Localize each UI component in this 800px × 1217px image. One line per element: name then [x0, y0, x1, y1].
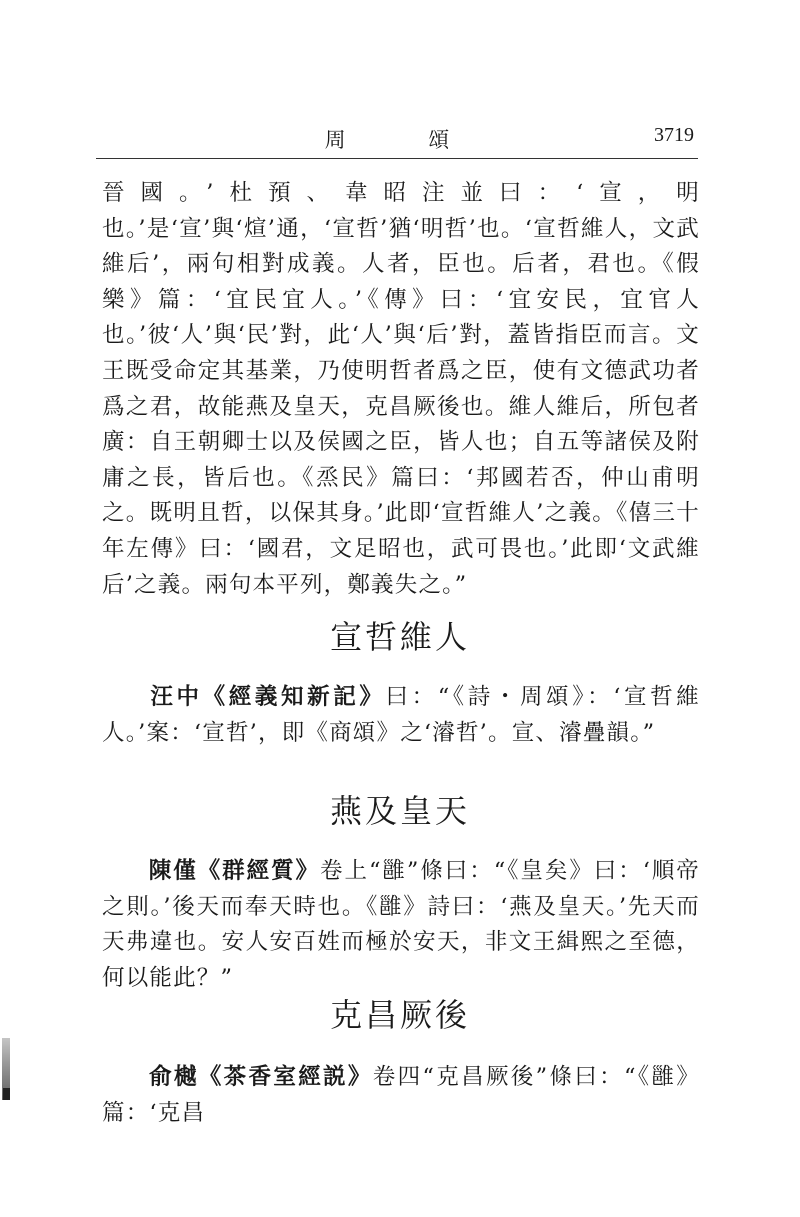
- page-number: 3719: [654, 124, 694, 146]
- paragraph-continuation: 晉國。’杜預、韋昭注並曰：‘宣，明也。’是‘宣’與‘煊’通，‘宣哲’猶‘明哲’也。‘宣哲維人，文武維后’，兩句相對成義。人者，臣也。后者，君也。《假樂》篇：‘宜民宜人。’《傳》曰：‘宜安民，宜官人也。’彼‘人’與‘民’對，此‘人’與‘后’對，蓋皆指臣而言。文王既受命定其基業，乃使明哲者爲之臣，使有文德武功者爲之君，故能燕及皇天，克昌厥後也。維人維后，所包者廣：自王朝卿士以及侯國之臣，皆人也；自五等諸侯及附庸之長，皆后也。《烝民》篇曰：‘邦國若否，仲山甫明之。既明且哲，以保其身。’此即‘宣哲維人’之義。《僖三十年左傳》曰：‘國君，文足昭也，武可畏也。’此即‘文武維后’之義。兩句本平列，鄭義失之。”: [102, 180, 701, 598]
- section-title-1: 宣哲維人: [329, 618, 470, 656]
- section-entry-3: [102, 1060, 700, 1131]
- section-entry-1: [102, 680, 700, 751]
- running-title: 周 頌: [324, 128, 488, 152]
- section-title-2: 燕及皇天: [329, 792, 470, 830]
- section-entry-2: [102, 854, 700, 996]
- entry-text-3: 卷四“克昌厥後”條曰：“《雝》篇：‘克昌: [102, 1064, 700, 1126]
- section-title-3: 克昌厥後: [329, 996, 470, 1034]
- binding-edge-mark-dark: [3, 1088, 10, 1100]
- entry-text-2: 卷上“雝”條曰：“《皇矣》曰：‘順帝之則。’後天而奉天時也。《雝》詩曰：‘燕及皇天。’先天而天弗違也。安人安百姓而極於安天，非文王緝熙之至德，何以能此？”: [102, 858, 700, 991]
- entry-author-2: 陳僅《群經質》: [148, 858, 321, 884]
- entry-text-1: 曰：“《詩・周頌》：‘宣哲維人。’案：‘宣哲’，即《商頌》之‘濬哲’。宣、濬疊韻。”: [102, 684, 700, 746]
- entry-author-1: 汪中《經義知新記》: [148, 684, 386, 710]
- running-head: [96, 118, 698, 159]
- entry-author-3: 俞樾《茶香室經説》: [148, 1064, 373, 1090]
